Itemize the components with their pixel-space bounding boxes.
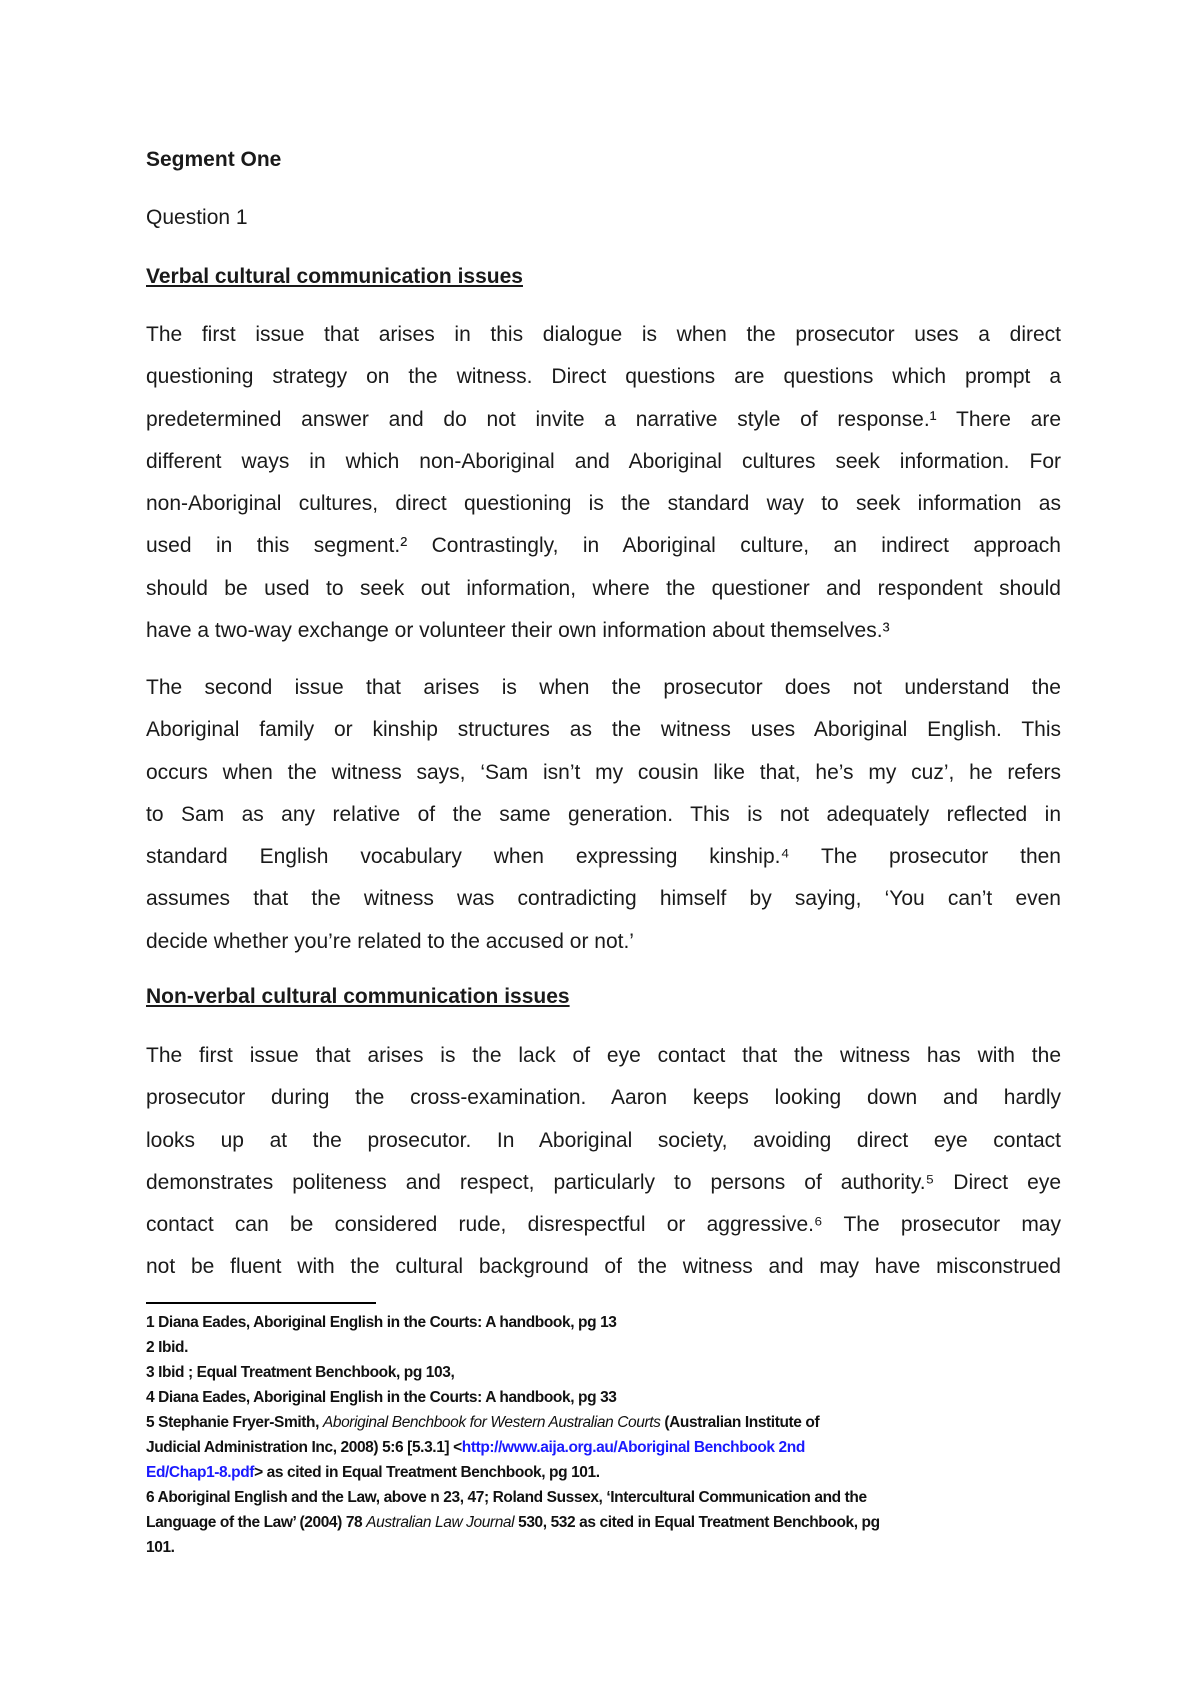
text-line: should be used to seek out information, where the questioner and respondent should [146,576,1061,600]
footnote-separator [146,1302,376,1304]
footnotes [146,1310,1046,1560]
paragraph-2 [146,675,1061,971]
text-line: used in this segment.² Contrastingly, in Aboriginal culture, an indirect approach [146,534,1061,558]
text-line: different ways in which non-Aboriginal and Aboriginal cultures seek information. For [146,449,1061,473]
text-line: to Sam as any relative of the same generation. This is not adequately reflected in [146,802,1061,826]
footnote-6-cont [146,1510,1046,1535]
footnote-5-cont2 [146,1460,1046,1485]
fn6-article: Language of the Law’ (2004) 78 [146,1514,367,1531]
text-line: The first issue that arises in this dialogue is when the prosecutor uses a direct [146,323,1061,346]
fn5-link[interactable]: http://www.aija.org.au/Aboriginal Benchbook 2nd [461,1439,805,1456]
text-line: prosecutor during the cross-examination. Aaron keeps looking down and hardly [146,1086,1061,1110]
text-line: demonstrates politeness and respect, particularly to persons of authority.⁵ Direct eye [146,1170,1061,1194]
footnote-6-end: 101. [146,1539,175,1556]
text-line: standard English vocabulary when expressing kinship.⁴ The prosecutor then [146,845,1061,869]
text-line: decide whether you’re related to the accused or not.’ [146,929,634,953]
text-line: contact can be considered rude, disrespectful or aggressive.⁶ The prosecutor may [146,1213,1061,1237]
text-line: non-Aboriginal cultures, direct questioning is the standard way to seek information as [146,492,1061,516]
footnote-6: 6 Aboriginal English and the Law, above n 23, 47; Roland Sussex, ‘Intercultural Communication and the [146,1489,867,1506]
fn5-cited: > as cited in Equal Treatment Benchbook, pg 101. [254,1464,600,1481]
footnote-5 [146,1410,1046,1435]
paragraph-1 [146,322,1061,660]
footnote-2: 2 Ibid. [146,1339,188,1356]
footnote-1: 1 Diana Eades, Aboriginal English in the Courts: A handbook, pg 13 [146,1314,617,1331]
heading-nonverbal: Non-verbal cultural communication issues [146,985,570,1008]
text-line: The second issue that arises is when the prosecutor does not understand the [146,676,1061,699]
fn6-journal: Australian Law Journal [366,1514,515,1531]
text-line: have a two-way exchange or volunteer their own information about themselves.³ [146,619,890,643]
footnote-5-cont [146,1435,1046,1460]
fn5-details: Judicial Administration Inc, 2008) 5:6 [5.3.1] < [146,1439,462,1456]
text-line: predetermined answer and do not invite a narrative style of response.¹ There are [146,407,1061,431]
text-line: questioning strategy on the witness. Direct questions are questions which prompt a [146,365,1061,389]
text-line: occurs when the witness says, ‘Sam isn’t my cousin like that, he’s my cuz’, he refers [146,760,1061,784]
fn5-title: Aboriginal Benchbook for Western Australian Courts [322,1414,661,1431]
text-line: Aboriginal family or kinship structures as the witness uses Aboriginal English. This [146,718,1061,742]
question-label: Question 1 [146,206,248,229]
fn5-link-cont[interactable]: Ed/Chap1-8.pdf [146,1464,255,1481]
fn5-publisher: (Australian Institute of [660,1414,820,1431]
footnote-4: 4 Diana Eades, Aboriginal English in the Courts: A handbook, pg 33 [146,1389,617,1406]
heading-verbal: Verbal cultural communication issues [146,265,523,288]
segment-title: Segment One [146,148,282,171]
fn5-author: 5 Stephanie Fryer-Smith, [146,1414,323,1431]
footnote-3: 3 Ibid ; Equal Treatment Benchbook, pg 103, [146,1364,455,1381]
text-line: assumes that the witness was contradicting himself by saying, ‘You can’t even [146,887,1061,911]
fn6-pages: 530, 532 as cited in Equal Treatment Benchbook, pg [514,1514,880,1531]
paragraph-3 [146,1043,1061,1297]
text-line: not be fluent with the cultural background of the witness and may have misconstrued [146,1255,1061,1279]
text-line: looks up at the prosecutor. In Aboriginal society, avoiding direct eye contact [146,1128,1061,1152]
text-line: The first issue that arises is the lack of eye contact that the witness has with the [146,1044,1061,1067]
